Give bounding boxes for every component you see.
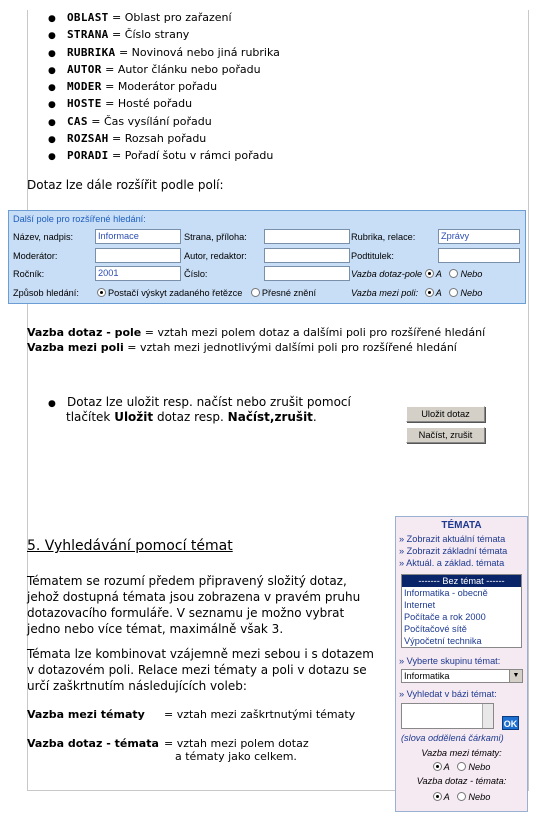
list-item[interactable]: Internet <box>404 600 436 610</box>
cislo-input[interactable] <box>264 266 350 281</box>
nazev-input[interactable]: Informace <box>95 229 181 244</box>
definition-text: = vztah mezi zaškrtnutými tématy <box>164 708 356 721</box>
podtitulek-label: Podtitulek: <box>351 251 394 261</box>
list-item: ● AUTOR = Autor článku nebo pořadu <box>48 62 261 76</box>
vazba-mezi-poli-group <box>351 288 482 298</box>
paragraph-line: jehož dostupná témata jsou zobrazena v pravém pruhu <box>27 590 361 604</box>
vazba-dotaz-pole-nebo-radio[interactable] <box>449 269 458 278</box>
panel-title: Další pole pro rozšířené hledání: <box>13 214 146 224</box>
vazba-temata-a-radio[interactable] <box>433 762 442 771</box>
save-note-line1 <box>48 395 351 409</box>
paragraph-1 <box>27 573 360 637</box>
rocnik-input[interactable]: 2001 <box>95 266 181 281</box>
save-note-text: dotaz resp. <box>156 410 224 424</box>
list-item[interactable]: Počítače a rok 2000 <box>404 612 486 622</box>
zpusob-label: Způsob hledání: <box>13 288 79 298</box>
show-current-themes-link[interactable]: » Zobrazit aktuální témata <box>399 534 506 544</box>
definition-term: Vazba mezi tématy <box>27 708 145 721</box>
list-item[interactable]: Výpočetní technika <box>404 636 482 646</box>
radio-a-label: A <box>443 762 450 772</box>
radio-nebo-label: Nebo <box>468 792 491 802</box>
group-label: » Vyberte skupinu témat: <box>399 656 501 666</box>
save-note-bold: Načíst,zrušit <box>227 410 313 424</box>
list-item[interactable]: ------- Bez témat ------ <box>402 575 521 587</box>
ok-button[interactable]: OK <box>502 716 519 730</box>
paragraph-line: jedno nebo více témat, maximálně však 3. <box>27 622 284 636</box>
vazba-dotaz-temata-a-radio[interactable] <box>433 792 442 801</box>
nazev-label: Název, nadpis: <box>13 232 74 242</box>
zpusob-presne-label: Přesné znění <box>261 288 317 298</box>
theme-search-input[interactable] <box>401 703 494 729</box>
themes-listbox[interactable] <box>401 574 522 648</box>
show-basic-themes-link[interactable]: » Zobrazit základní témata <box>399 546 508 556</box>
list-item: ● HOSTE = Hosté pořadu <box>48 97 193 111</box>
radio-nebo-label: Nebo <box>468 762 491 772</box>
vazba-dotaz-pole-group <box>351 269 482 279</box>
definition-term: Vazba dotaz - pole <box>27 326 142 339</box>
rocnik-label: Ročník: <box>13 269 45 279</box>
strana-input[interactable] <box>264 229 350 244</box>
extended-search-panel <box>8 210 526 304</box>
vazba-temata-label: Vazba mezi tématy: <box>421 748 502 758</box>
paragraph-line: určí zaškrtnutím následujících voleb: <box>27 679 247 693</box>
vazba-dotaz-pole-label: Vazba dotaz-pole <box>351 269 423 279</box>
paragraph-line: v dotazovém poli. Relace mezi tématy a poli v dotazu se <box>27 663 367 677</box>
definition-vazba-mezi-poli <box>27 341 457 354</box>
theme-group-select[interactable] <box>401 669 523 683</box>
list-item: ● RUBRIKA = Novinová nebo jiná rubrika <box>48 45 280 59</box>
list-item: ● PORADI = Pořadí šotu v rámci pořadu <box>48 149 274 163</box>
zpusob-vyskyt-radio[interactable] <box>97 288 106 297</box>
save-note-text: tlačítek <box>66 410 111 424</box>
radio-a-label: A <box>443 792 450 802</box>
scrollbar[interactable] <box>482 704 493 728</box>
radio-a-label: A <box>435 269 442 279</box>
list-item: ● MODER = Moderátor pořadu <box>48 80 218 94</box>
load-cancel-button[interactable]: Načíst, zrušit <box>406 427 485 443</box>
radio-nebo-label: Nebo <box>460 288 483 298</box>
rubrika-input[interactable]: Zprávy <box>438 229 520 244</box>
current-and-basic-themes-link[interactable]: » Aktuál. a základ. témata <box>399 558 505 568</box>
save-query-button[interactable]: Uložit dotaz <box>406 406 485 422</box>
list-item[interactable]: Informatika - obecně <box>404 588 488 598</box>
autor-input[interactable] <box>264 248 350 263</box>
rubrika-label: Rubrika, relace: <box>351 232 416 242</box>
save-note-text: . <box>312 410 317 424</box>
autor-label: Autor, redaktor: <box>184 251 247 261</box>
definition-text: = vztah mezi jednotlivými dalšími poli pro rozšířené hledání <box>127 341 457 354</box>
chevron-down-icon[interactable]: ▼ <box>509 670 522 682</box>
search-hint: (slova oddělená čárkami) <box>401 733 504 743</box>
vazba-dotaz-temata-options <box>396 792 527 802</box>
bullet: ● <box>48 399 56 409</box>
vazba-dotaz-temata-label: Vazba dotaz - témata: <box>416 776 507 786</box>
definition-vazba-dotaz-pole <box>27 326 485 339</box>
vazba-mezi-poli-label: Vazba mezi poli: <box>351 288 419 298</box>
vazba-temata-options <box>396 762 527 772</box>
radio-nebo-label: Nebo <box>460 269 483 279</box>
list-item[interactable]: Počítačové sítě <box>404 624 467 634</box>
moderator-label: Moderátor: <box>13 251 58 261</box>
list-item: ● OBLAST = Oblast pro zařazení <box>48 11 232 24</box>
definition-term: Vazba mezi poli <box>27 341 124 354</box>
search-label: » Vyhledat v bázi témat: <box>399 689 497 699</box>
zpusob-vyskyt-label: Postačí výskyt zadaného řetězce <box>108 288 243 298</box>
definition-text: a tématy jako celkem. <box>175 750 297 763</box>
section-title: 5. Vyhledávání pomocí témat <box>27 538 233 554</box>
vazba-dotaz-pole-a-radio[interactable] <box>425 269 434 278</box>
save-note-bold: Uložit <box>114 410 154 424</box>
zpusob-group <box>97 288 316 298</box>
list-item: ● STRANA = Číslo strany <box>48 28 190 42</box>
field-code-list <box>48 10 280 166</box>
save-note-line2 <box>66 410 317 424</box>
paragraph-line: dotazovacího formuláře. V seznamu je možno vybrat <box>27 606 345 620</box>
vazba-temata-nebo-radio[interactable] <box>457 762 466 771</box>
paragraph-line: Témata lze kombinovat vzájemně mezi sebou i s dotazem <box>27 647 374 661</box>
definition-vazba-mezi-tematy <box>27 708 145 721</box>
theme-group-value: Informatika <box>404 671 450 681</box>
zpusob-presne-radio[interactable] <box>251 288 260 297</box>
paragraph-2 <box>27 646 374 694</box>
list-item: ● ROZSAH = Rozsah pořadu <box>48 132 207 146</box>
strana-label: Strana, příloha: <box>184 232 247 242</box>
paragraph-line: Tématem se rozumí předem připravený složitý dotaz, <box>27 574 347 588</box>
definition-text: = vztah mezi polem dotaz a dalšími poli pro rozšířené hledání <box>144 326 486 339</box>
definition-term: Vazba dotaz - témata <box>27 737 159 750</box>
save-note-text: Dotaz lze uložit resp. načíst nebo zrušit pomocí <box>67 395 351 409</box>
definition-text: = vztah mezi polem dotaz <box>164 737 309 750</box>
vazba-mezi-poli-nebo-radio[interactable] <box>449 288 458 297</box>
themes-sidebar <box>395 516 528 812</box>
list-item: ● CAS = Čas vysílání pořadu <box>48 114 212 128</box>
themes-title: TÉMATA <box>441 520 482 531</box>
definition-vazba-dotaz-temata <box>27 737 159 750</box>
vazba-mezi-poli-a-radio[interactable] <box>425 288 434 297</box>
cislo-label: Číslo: <box>184 269 208 279</box>
podtitulek-input[interactable] <box>438 248 520 263</box>
vazba-dotaz-temata-nebo-radio[interactable] <box>457 792 466 801</box>
radio-a-label: A <box>435 288 442 298</box>
intro-text: Dotaz lze dále rozšířit podle polí: <box>27 178 224 192</box>
moderator-input[interactable] <box>95 248 181 263</box>
